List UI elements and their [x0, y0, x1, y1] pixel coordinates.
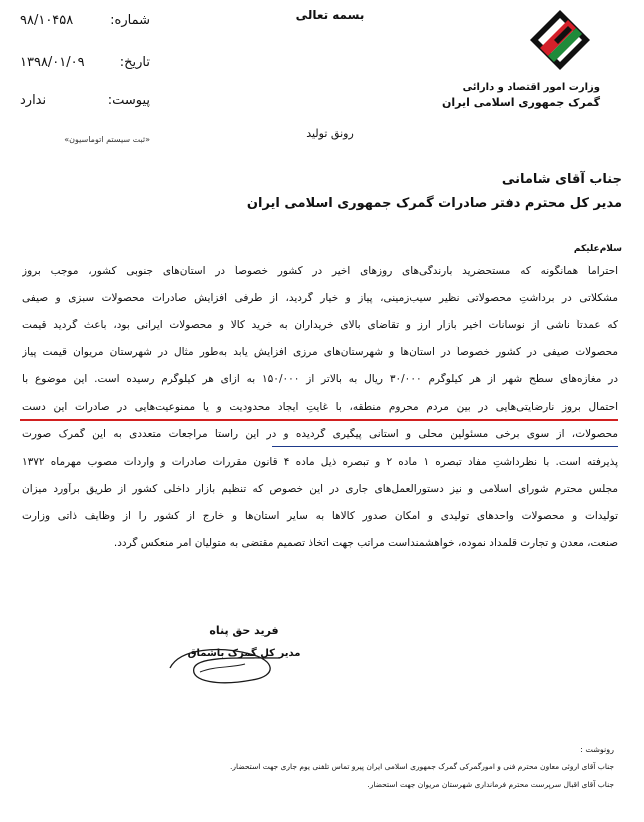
cc-label: رونوشت :: [580, 745, 614, 754]
body-line: مجلس محترم شورای اسلامی و نیز دستورالعمل‌های جاری در این خصوص که تنظیم بازار داخلی کشور از طریق برآورد میزان: [22, 483, 618, 495]
bismillah: بسمه تعالی: [295, 8, 365, 22]
cc-item: جناب آقای اقبال سرپرست محترم فرمانداری شهرستان مریوان جهت استحضار.: [367, 780, 614, 789]
signer-name: فرید حق پناه: [209, 624, 279, 637]
attachment-label: پیوست:: [107, 93, 150, 108]
organization-name: گمرک جمهوری اسلامی ایران: [441, 96, 600, 109]
recipient-name: جناب آقای شامانی: [501, 172, 622, 187]
attachment-value: ندارد: [20, 93, 47, 108]
number-label: شماره:: [110, 13, 150, 28]
handwritten-signature-icon: [160, 628, 300, 688]
copy-label: رونق تولید: [306, 127, 354, 140]
body-line: تولیدات و محصولات واحدهای تولیدی و امکان صدور کالاها به سایر استان‌ها و خارج از کشور را از وظایف ذاتی وزارت: [22, 510, 618, 522]
attachment-row: [20, 94, 150, 108]
body-line: که عمدتاً ناشی از نوسانات اخیر بازار ارز و تقاضای بالای خریداران به خرید کالا و محصولات ایرانی بود، باعث گردید قیمت: [22, 319, 618, 331]
customs-logo-icon: [528, 8, 592, 72]
system-note: «ثبت سیستم اتوماسیون»: [64, 135, 150, 144]
body-line: پذیرفته است. با نظرداشتِ مفاد تبصره ۱ ماده ۲ و تبصره ذیل ماده ۴ قانون مقررات صادرات و واردات مصوب مهرماه ۱۳۷۲: [22, 456, 618, 468]
ministry-name: وزارت امور اقتصاد و دارائی: [462, 82, 600, 93]
body-line: در مغازه‌های سطح شهر از هر کیلوگرم ۳۰/۰۰۰ ریال به بالاتر از ۱۵۰/۰۰۰ به ازای هر کیلوگرم رسیده است. این موضوع با: [22, 373, 618, 385]
body-line: محصولات صیفی در کشور خصوصاً در استان‌ها و شهرستان‌های مرزی افزایش یابد به‌طور مثال در شهرستان مریوان قیمت پیاز: [22, 346, 618, 358]
body-line: احتمال بروز نارضایتی‌هایی در بین مردم محروم منطقه، با غایتِ ایجاد محدودیت و یا ممنوعیت‌هایی در صادرات این دست: [22, 401, 618, 413]
date-value: ۱۳۹۸/۰۱/۰۹: [20, 55, 85, 70]
blue-underline: [272, 446, 618, 447]
signer-title: مدیر کل گمرک باشماق: [187, 648, 301, 659]
body-line: مشکلاتی در برداشتِ محصولاتی نظیر سیب‌زمینی، پیاز و خیار گردید، از طرفی افزایش صادرات محصولات سبزی و صیفی: [22, 292, 618, 304]
body-line: محصولات، از سوی برخی مسئولین محلی و استانی پیگیری گردیده و در این راستا مراجعات متعددی به این گمرک صورت: [22, 428, 618, 440]
body-line: صنعت، معدن و تجارت قلمداد نموده، خواهشمنداست مراتب جهت اتخاذ تصمیم مقتضی به متولیان امر منعکس گردد.: [113, 537, 618, 549]
date-label: تاریخ:: [119, 55, 150, 70]
date-row: [20, 56, 150, 70]
cc-item: جناب آقای اروئی معاون محترم فنی و امورگمرکی گمرک جمهوری اسلامی ایران پیرو تماس تلفنی یوم جاری جهت استحضار.: [230, 762, 614, 771]
greeting: سلام‌علیکم: [573, 244, 622, 254]
recipient-title: مدیر کل محترم دفتر صادرات گمرک جمهوری اسلامی ایران: [246, 196, 622, 211]
number-value: ۹۸/۱۰۴۵۸: [20, 13, 74, 28]
number-row: [20, 14, 150, 28]
body-line: احتراماً همانگونه که مستحضرید بارندگی‌های روزهای اخیر در کشور خصوصاً در استان‌های جنوبی کشور، موجب بروز: [22, 265, 618, 277]
red-underline: [20, 419, 618, 421]
